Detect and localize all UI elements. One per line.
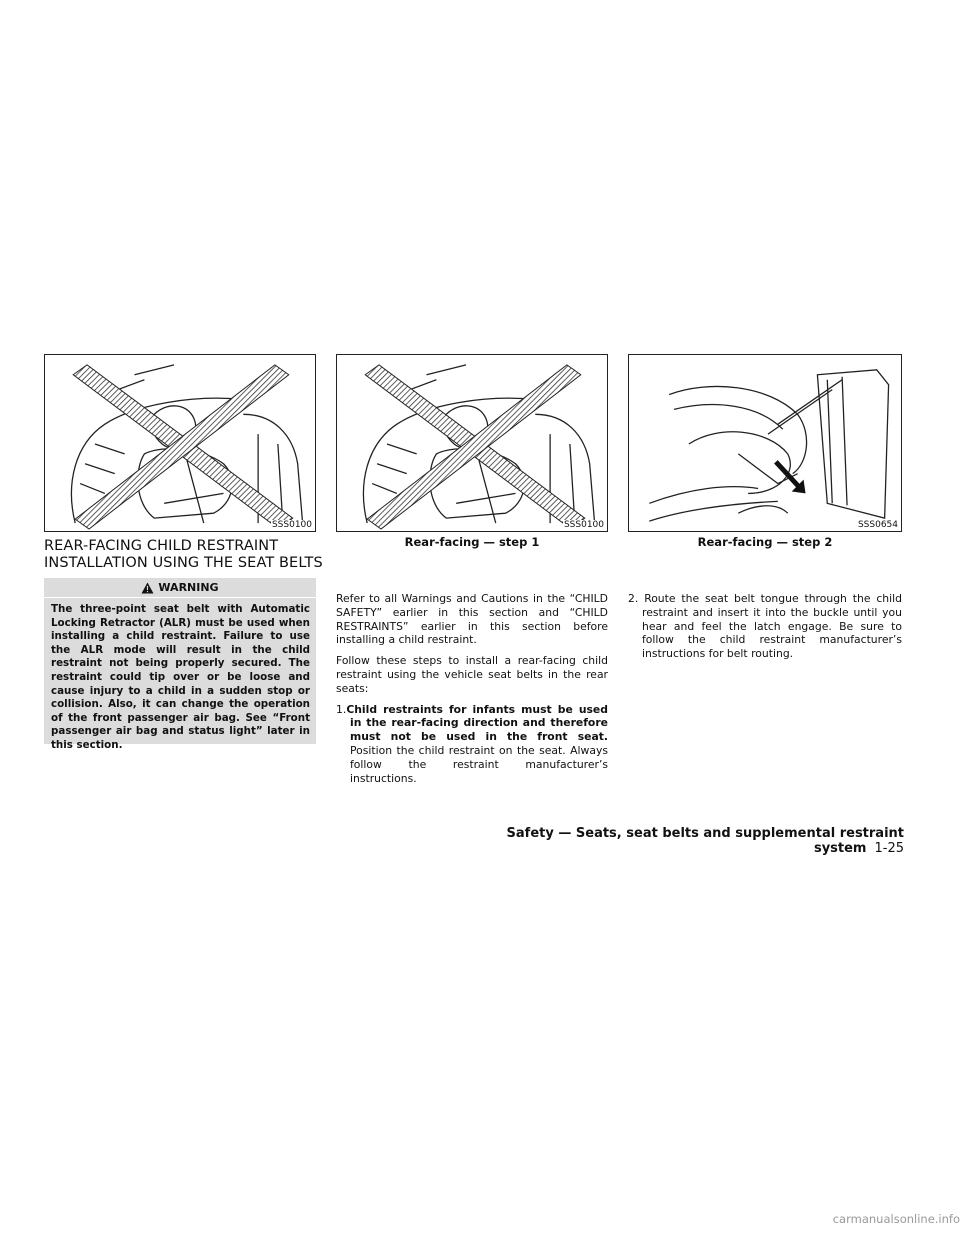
step-2-text: Route the seat belt tongue through the child restraint and insert it into the buckle until you hear and feel the latch engage. Be sure to follow the child restraint manufacturer’s instructions for belt routing. — [642, 592, 902, 661]
step-1 — [336, 703, 608, 786]
figure-code: SSS0654 — [857, 520, 898, 530]
step-2 — [628, 592, 902, 661]
intro-paragraph: Refer to all Warnings and Cautions in the “CHILD SAFETY” earlier in this section and “CHILD RESTRAINTS” earlier in this section before installing a child restraint. — [336, 592, 608, 647]
figure-caption-step-1: Rear-facing — step 1 — [404, 535, 540, 549]
illustration-crossed-out — [337, 355, 607, 531]
warning-box — [44, 578, 316, 751]
instructions-column-3 — [628, 592, 902, 668]
warning-header — [44, 578, 316, 598]
illustration-belt-routing — [629, 355, 901, 531]
figure-rear-facing-incorrect — [44, 354, 316, 532]
section-heading-line-1: REAR-FACING CHILD RESTRAINT — [44, 538, 279, 554]
page-number: 1-25 — [874, 841, 904, 856]
page-footer — [464, 826, 904, 856]
watermark: carmanualsonline.info — [832, 1212, 960, 1226]
figure-code: SSS0100 — [563, 520, 604, 530]
footer-chapter: Safety — Seats, seat belts and supplemental restraint system — [506, 826, 904, 856]
figure-rear-facing-step-2 — [628, 354, 902, 532]
section-heading-line-2: INSTALLATION USING THE SEAT BELTS — [44, 555, 323, 571]
warning-title: WARNING — [158, 581, 219, 594]
warning-triangle-icon — [141, 582, 154, 594]
figure-code: SSS0100 — [271, 520, 312, 530]
warning-text: The three-point seat belt with Automatic Locking Retractor (ALR) must be used when installing a child restraint. Failure to use the ALR mode will result in the child restraint not being properly secured. The restraint could tip over or be loose and cause injury to a child in a sudden stop or collision. Also, it can change the operation of the front passenger air bag. See “Front passenger air bag and status light” later in this section. — [51, 603, 310, 751]
step-1-text: Position the child restraint on the seat. Always follow the restraint manufacturer’s instructions. — [350, 743, 608, 785]
step-1-number: 1. — [336, 702, 347, 716]
figure-rear-facing-step-1 — [336, 354, 608, 532]
figure-caption-step-2: Rear-facing — step 2 — [697, 535, 833, 549]
step-2-number: 2. — [628, 592, 639, 605]
steps-intro-paragraph: Follow these steps to install a rear-facing child restraint using the vehicle seat belts in the rear seats: — [336, 654, 608, 695]
section-heading — [44, 538, 324, 572]
step-1-bold-text: Child restraints for infants must be used in the rear-facing direction and therefore must not be used in the front seat. — [346, 702, 608, 744]
illustration-crossed-out — [45, 355, 315, 531]
instructions-column-2 — [336, 592, 608, 792]
